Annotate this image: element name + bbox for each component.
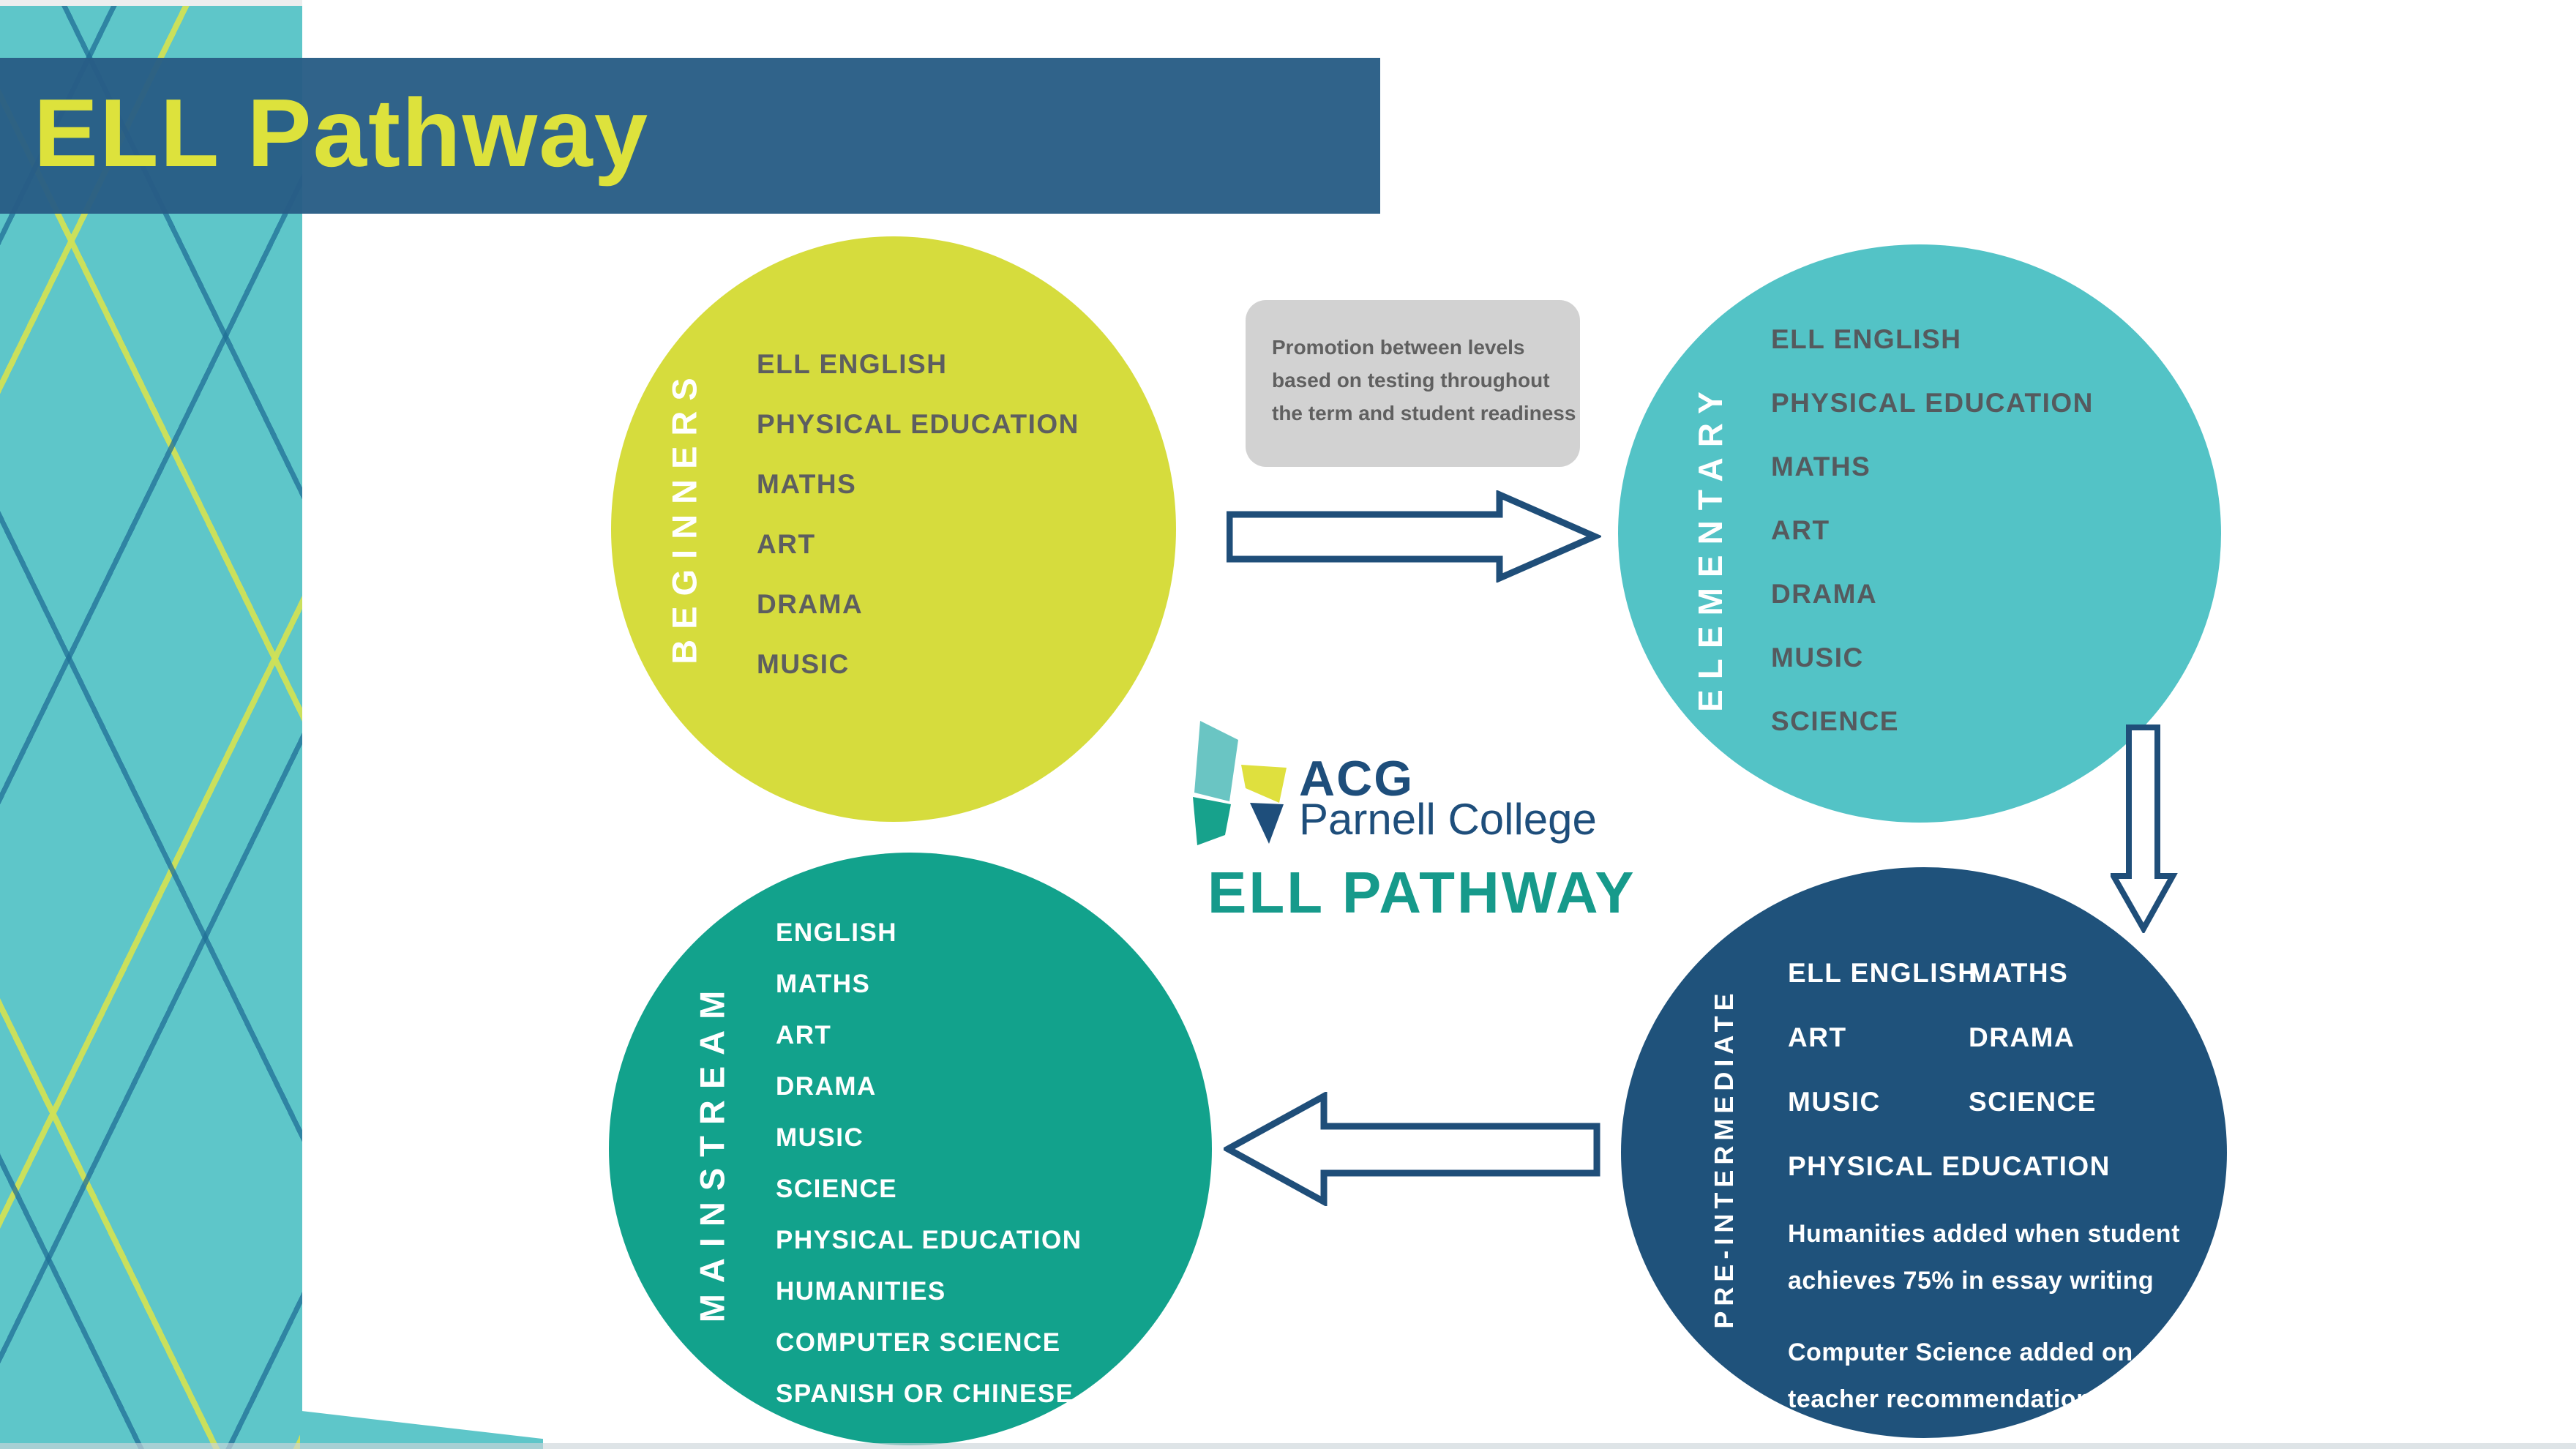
subject-item: MATHS	[1969, 958, 2069, 988]
note-paragraph: Humanities added when student achieves 75% in essay writing	[1788, 1220, 2180, 1295]
arrow-down-icon	[2111, 723, 2178, 933]
subject-item: MUSIC	[1771, 643, 1864, 673]
subject-item: PHYSICAL EDUCATION	[757, 409, 1079, 439]
subject-item: PHYSICAL EDUCATION	[1771, 388, 2094, 418]
subject-item: DRAMA	[1771, 579, 1878, 609]
arrow-right-icon	[1227, 490, 1601, 583]
elementary-subject-list	[1771, 307, 2094, 753]
subject-item: MUSIC	[776, 1123, 864, 1152]
top-edge-line	[0, 0, 302, 6]
subject-item: DRAMA	[776, 1072, 877, 1101]
subject-item: PHYSICAL EDUCATION	[776, 1226, 1082, 1254]
subject-item: ELL ENGLISH	[1771, 324, 1962, 354]
subject-item: MATHS	[1771, 452, 1871, 482]
pre-intermediate-notes	[1788, 1210, 2198, 1423]
beginners-subject-list	[757, 334, 1079, 694]
pre-intermediate-label: PRE-INTERMEDIATE	[1709, 988, 1739, 1329]
subject-item: MUSIC	[1788, 1087, 1881, 1117]
beginners-label: BEGINNERS	[664, 367, 704, 664]
title-banner	[0, 58, 1380, 214]
pre-intermediate-subject-list	[1788, 941, 2111, 1199]
left-pattern-strip	[0, 0, 302, 1449]
acg-logo-text: ACG	[1299, 751, 1415, 806]
note-line: based on testing throughout	[1272, 369, 1550, 392]
subject-item: ELL ENGLISH	[757, 349, 948, 379]
arrow-left-icon	[1224, 1092, 1601, 1206]
subject-item: MATHS	[776, 970, 871, 998]
subject-item: MATHS	[757, 469, 857, 499]
subject-item: SCIENCE	[776, 1175, 898, 1203]
note-paragraph: Computer Science added on teacher recommendation	[1788, 1338, 2133, 1413]
subject-item: ART	[1788, 1022, 1847, 1052]
subject-item: SCIENCE	[1969, 1087, 2097, 1117]
subject-item: ART	[776, 1021, 832, 1049]
acg-logo-icon	[1193, 721, 1288, 845]
promotion-note-box	[1246, 300, 1580, 467]
subject-item: ART	[757, 529, 816, 559]
subject-item: ELL ENGLISH	[1788, 958, 1979, 988]
subject-item: DRAMA	[1969, 1022, 2075, 1052]
subject-item: HUMANITIES	[776, 1277, 946, 1306]
subject-item: ART	[1771, 515, 1830, 545]
mainstream-label: MAINSTREAM	[692, 979, 732, 1323]
ell-pathway-title: ELL PATHWAY	[1208, 860, 1636, 925]
elementary-label: ELEMENTARY	[1691, 381, 1729, 712]
college-name: Parnell College	[1299, 795, 1597, 844]
subject-item: PHYSICAL EDUCATION	[1788, 1151, 2111, 1181]
note-line: the term and student readiness	[1272, 402, 1576, 424]
note-line: Promotion between levels	[1272, 336, 1525, 359]
subject-item: MUSIC	[757, 649, 850, 679]
subject-item: DRAMA	[757, 589, 864, 619]
page-title: ELL Pathway	[34, 79, 650, 187]
subject-item: COMPUTER SCIENCE	[776, 1328, 1061, 1357]
bottom-edge-line	[0, 1443, 2576, 1449]
subject-item: SCIENCE	[1771, 706, 1899, 736]
mainstream-subject-list	[776, 907, 1082, 1420]
subject-item: SPANISH OR CHINESE	[776, 1379, 1074, 1408]
subject-item: ENGLISH	[776, 918, 898, 947]
